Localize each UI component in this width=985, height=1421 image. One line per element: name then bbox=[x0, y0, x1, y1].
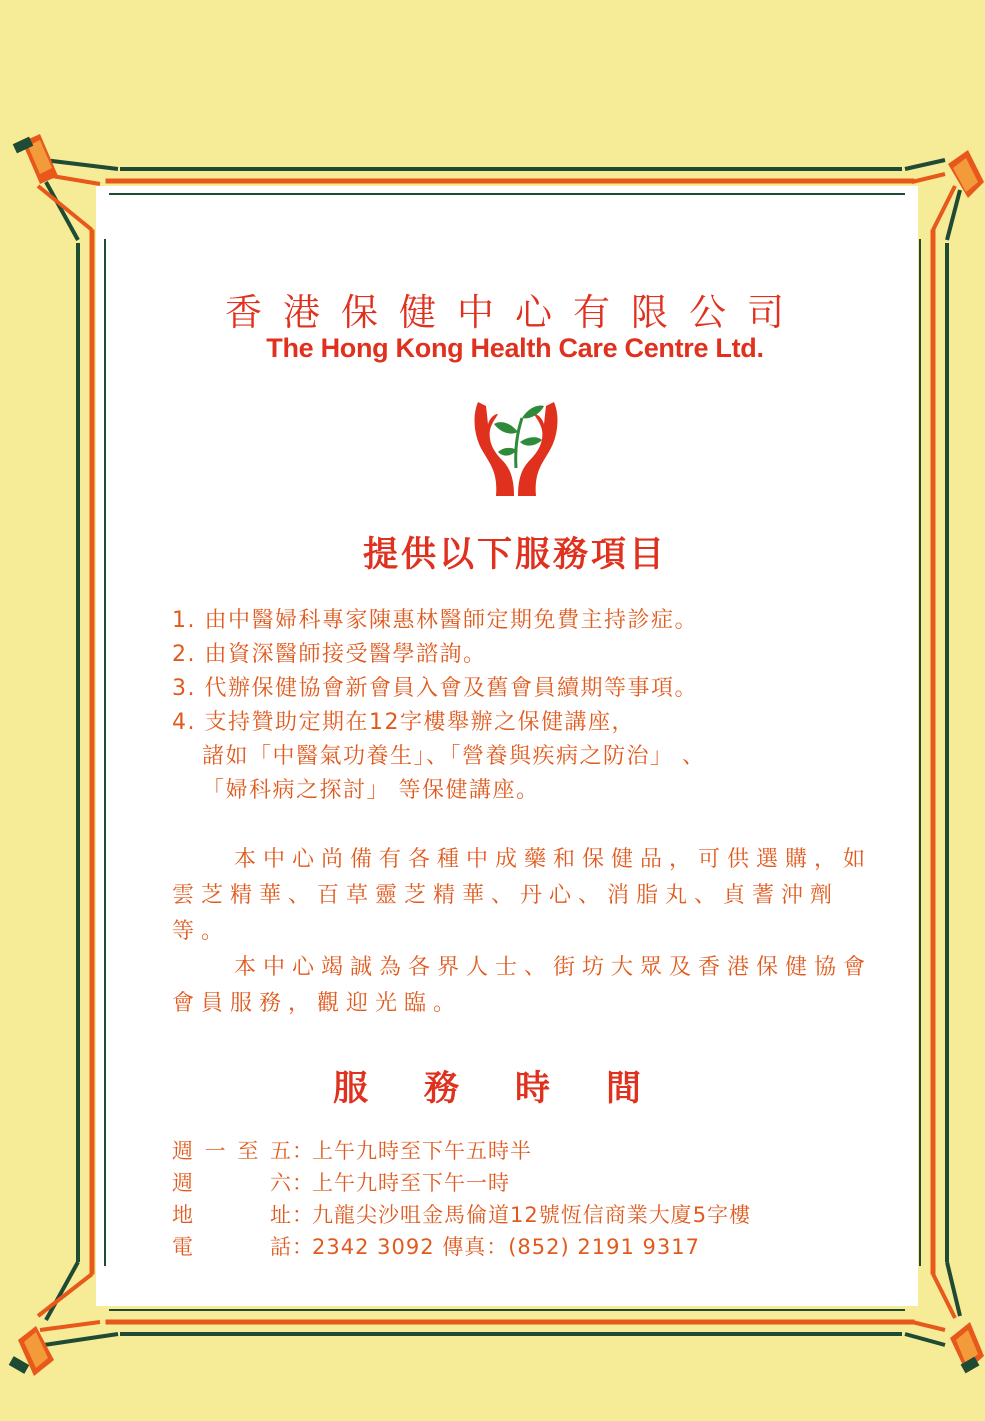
services-list bbox=[172, 604, 872, 808]
info-label-char: 週 bbox=[172, 1139, 194, 1163]
info-label-char: 地 bbox=[172, 1203, 194, 1227]
description bbox=[172, 842, 872, 1022]
info-separator: ： bbox=[292, 1203, 314, 1227]
info-separator: ： bbox=[292, 1139, 314, 1163]
info-label bbox=[172, 1135, 292, 1167]
info-label-char: 一 bbox=[204, 1139, 227, 1163]
list-item: 4. 支持贊助定期在12字樓舉辦之保健講座， bbox=[172, 710, 635, 735]
info-value: 上午九時至下午一時 bbox=[312, 1171, 510, 1195]
info-label-char: 電 bbox=[172, 1235, 194, 1259]
company-name-zh: 香港保健中心有限公司 bbox=[225, 291, 805, 334]
info-label bbox=[172, 1199, 292, 1231]
info-label bbox=[172, 1231, 292, 1263]
hands-holding-sprout-icon bbox=[468, 396, 564, 500]
info-value: 上午九時至下午五時半 bbox=[312, 1139, 532, 1163]
info-row-phone bbox=[172, 1231, 751, 1263]
paragraph-welcome: 本中心竭誠為各界人士、街坊大眾及香港保健協會會員服務，觀迎光臨。 bbox=[172, 955, 873, 1016]
info-label-char: 六 bbox=[270, 1171, 292, 1195]
info-label-char: 至 bbox=[237, 1139, 260, 1163]
info-label-char: 週 bbox=[172, 1171, 194, 1195]
list-item: 1. 由中醫婦科專家陳惠林醫師定期免費主持診症。 bbox=[172, 608, 698, 633]
list-item: 3. 代辦保健協會新會員入會及舊會員續期等事項。 bbox=[172, 676, 698, 701]
info-separator: ： bbox=[292, 1171, 314, 1195]
info-label-char: 五 bbox=[269, 1139, 292, 1163]
hours-heading: 服務時間 bbox=[332, 1069, 697, 1109]
info-row-weekdays bbox=[172, 1135, 751, 1167]
paragraph-products: 本中心尚備有各種中成藥和保健品，可供選購，如雲芝精華、百草靈芝精華、丹心、消脂丸、貞蓍沖劑等。 bbox=[172, 847, 873, 944]
info-value: 2342 3092 傳真：(852) 2191 9317 bbox=[312, 1235, 700, 1259]
services-heading: 提供以下服務項目 bbox=[362, 535, 667, 575]
info-label-char: 話 bbox=[270, 1235, 292, 1259]
list-item: 2. 由資深醫師接受醫學諮詢。 bbox=[172, 642, 487, 667]
company-name-en: The Hong Kong Health Care Centre Ltd. bbox=[266, 333, 764, 363]
list-item-continuation: 「婦科病之探討」 等保健講座。 bbox=[202, 778, 540, 803]
info-row-saturday bbox=[172, 1167, 751, 1199]
info-label bbox=[172, 1167, 292, 1199]
list-item-continuation: 諸如「中醫氣功養生」、「營養與疾病之防治」 、 bbox=[202, 744, 706, 769]
info-separator: ： bbox=[292, 1235, 314, 1259]
info-label-char: 址 bbox=[270, 1203, 292, 1227]
info-value: 九龍尖沙咀金馬倫道12號恆信商業大廈5字樓 bbox=[312, 1203, 752, 1227]
contact-info bbox=[172, 1135, 751, 1263]
info-row-address bbox=[172, 1199, 751, 1231]
